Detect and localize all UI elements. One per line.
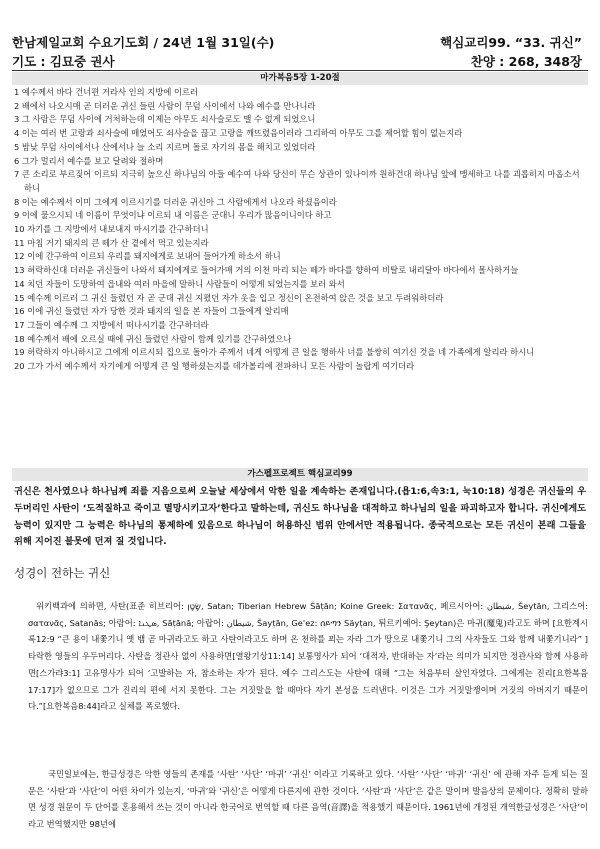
catechism-text: 귀신은 천사였으나 하나님께 죄를 지음으로써 오늘날 세상에서 악한 일을 계속하는 존재입니다.(욥1:6,속3:1, 눅10:18) 성경은 귀신들의 우두머리인 사탄이 ‘도적질하고 죽이고 멸망시키고자’한다고 말하는데, 귀신도 하나님을 대적하고 하나님의 일을 파괴하고자 합니다. 귀신에게도 능력이 있지만 그 능력은 하나님의 통제하에 있음으로 하나님이 허용하신 범위 안에서만 적용됩니다. 종국적으로는 모든 귀신이 본래 그들을 위해 지어진 불못에 던져 질 것입니다. xyxy=(14,486,586,548)
verse: 6 그가 멀리서 예수를 보고 달려와 절하며 xyxy=(14,155,164,166)
header-divider xyxy=(12,70,588,71)
catechism-title: 가스펠프로젝트 핵심교리99 xyxy=(12,468,588,481)
verse: 1 예수께서 바다 건너편 거라사 인의 지방에 이르러 xyxy=(14,87,199,97)
verse: 12 이에 간구하여 이르되 우리를 돼지에게로 보내어 들어가게 하소서 하니 xyxy=(14,251,281,262)
verse: 17 그들이 예수께 그 지방에서 떠나시기를 간구하더라 xyxy=(14,319,209,330)
verse: 18 예수께서 배에 오르실 때에 귀신 들렸던 사람이 함께 있기를 간구하였으나 xyxy=(14,333,292,344)
verse: 10 자기를 그 지방에서 내보내지 마시기를 간구하더니 xyxy=(14,224,209,235)
essay-paragraph-1: 위키백과에 의하면, 사탄(표준 히브리어: שָׂטָן, Satan; Tiberian Hebrew Śāṭān; Koine Greek: Σατανᾶς, 페르시아어: شیطان, Šeytān, 그리스어: σατανᾶς, Satanās; 아람어: ܣܛܢܐ, Sāṭānā; 아랍어: شيطان, Šayṭān, Ge'ez: ሰይጣን Säyṭan, 튀르키예어: Şeytan)은 마귀(魔鬼)라고도 하며 [요한계시록12:9 “큰 용이 내쫓기니 옛 뱀 곧 마귀라고도 하고 사탄이라고도 하며 온 천하를 꾀는 자라 그가 땅으로 내쫓기니 그의 사자들도 그와 함께 내쫓기니라” ] 타락한 영들의 우두머리다. 사탄을 정관사 없이 사용하면[열왕기상11:14] 보통명사가 되어 ‘대적자, 반대하는 자’라는 의미가 되지만 정관사와 함께 사용하면[스가랴3:1] 고유명사가 되어 ‘고발하는 자, 참소하는 자’가 된다. 예수 그리스도는 사탄에 대해 “그는 처음부터 살인자였다. 그에게는 진리[요한복음17:17]가 없으므로 그가 진리의 편에 서지 못한다. 그는 거짓말을 할 때마다 자기 본성을 드러낸다. 이것은 그가 거짓말쟁이며 거짓의 아버지기 때문이다.”[요한복음8:44]라고 실체를 폭로했다. xyxy=(28,601,589,712)
verse: 7 큰 소리로 부르짖어 이르되 지극히 높으신 하나님의 아들 예수여 나와 당신이 무슨 상관이 있나이까 원하건대 하나님 앞에 맹세하고 나를 괴롭히지 마옵소서 하니 xyxy=(14,169,580,193)
catechism-reference: 핵심교리99. “33. 귀신” xyxy=(440,35,582,50)
verse: 19 허락하지 아니하시고 그에게 이르시되 집으로 돌아가 주께서 네게 어떻게 큰 일을 행하사 너를 불쌍히 여기신 것을 네 가족에게 알리라 하시니 xyxy=(14,347,535,358)
verse: 20 그가 가서 예수께서 자기에게 어떻게 큰 일 행하셨는지를 데가볼리에 전파하니 모든 사람이 놀랍게 여기더라 xyxy=(14,361,415,372)
essay-title: 성경이 전하는 귀신 xyxy=(14,566,111,580)
prayer-leader: 기도 : 김묘중 권사 xyxy=(12,54,115,69)
verse: 9 이에 물으시되 네 이름이 무엇이냐 이르되 내 이름은 군대니 우리가 많음이니이다 하고 xyxy=(14,210,332,221)
verse: 11 마침 거기 돼지의 큰 떼가 산 곁에서 먹고 있는지라 xyxy=(14,237,209,248)
header-row-2 xyxy=(12,52,588,70)
verse: 2 배에서 나오시매 곧 더러운 귀신 들린 사람이 무덤 사이에서 나와 예수를 만나니라 xyxy=(14,100,316,111)
verse: 8 이는 예수께서 이미 그에게 이르시기를 더러운 귀신아 그 사람에게서 나오라 하셨음이라 xyxy=(14,196,337,207)
verse: 15 예수께 이르러 그 귀신 들렸던 자 곧 군대 귀신 지폈던 자가 옷을 입고 정신이 온전하여 앉은 것을 보고 두려워하더라 xyxy=(14,292,444,303)
verse: 13 허락하신대 더러운 귀신들이 나와서 돼지에게로 들어가매 거의 이천 마리 되는 떼가 바다를 향하여 비탈로 내리달아 바다에서 몰사하거늘 xyxy=(14,265,519,276)
verse: 4 이는 여러 번 고랑과 쇠사슬에 매었어도 쇠사슬을 끊고 고랑을 깨뜨렸음이러라 그리하여 아무도 그를 제어할 힘이 없는지라 xyxy=(14,128,463,139)
verse: 5 밤낮 무덤 사이에서나 산에서나 늘 소리 지르며 돌로 자기의 몸을 해치고 있었더라 xyxy=(14,141,316,152)
hymn-numbers: 찬양 : 268, 348장 xyxy=(470,54,582,69)
essay-paragraph-2: 국민일보에는, 한글성경은 악한 영들의 존재를 ‘사탄’ ‘사단’ ‘마귀’ ‘귀신’ 이라고 기록하고 있다. ‘사탄’ ‘사단’ ‘마귀’ ‘귀신’ 에 관해 자주 듣게 되는 질문은 ‘사탄’과 ‘사단’이 어떤 차이가 있는지, ‘마귀’와 ‘귀신’은 어떻게 다른지에 관한 것이다. ‘사탄’과 ‘사단’은 같은 말이며 발음상의 문제이다. 정확히 말하면 성경 원문이 두 단어를 혼용해서 쓰는 것이 아니라 한국어로 번역할 때 다른 음역(音譯)을 적용했기 때문이다. 1961년에 개정된 개역한글성경은 ‘사단’이라고 번역했지만 98년에 xyxy=(28,769,588,830)
scripture-passage xyxy=(14,86,586,374)
header-row-1 xyxy=(12,33,588,51)
verse: 14 치던 자들이 도망하여 읍내와 여러 마을에 말하니 사람들이 어떻게 되었는지를 보러 와서 xyxy=(14,278,345,289)
verse: 16 이에 귀신 들렸던 자가 당한 것과 돼지의 일을 본 자들이 그들에게 알리매 xyxy=(14,306,289,317)
verse: 3 그 사람은 무덤 사이에 거처하는데 이제는 아무도 쇠사슬로도 맬 수 없게 되었으니 xyxy=(14,114,316,125)
passage-title: 마가복음5장 1-20절 xyxy=(12,72,588,85)
church-service-title: 한남제일교회 수요기도회 / 24년 1월 31일(수) xyxy=(12,35,275,50)
